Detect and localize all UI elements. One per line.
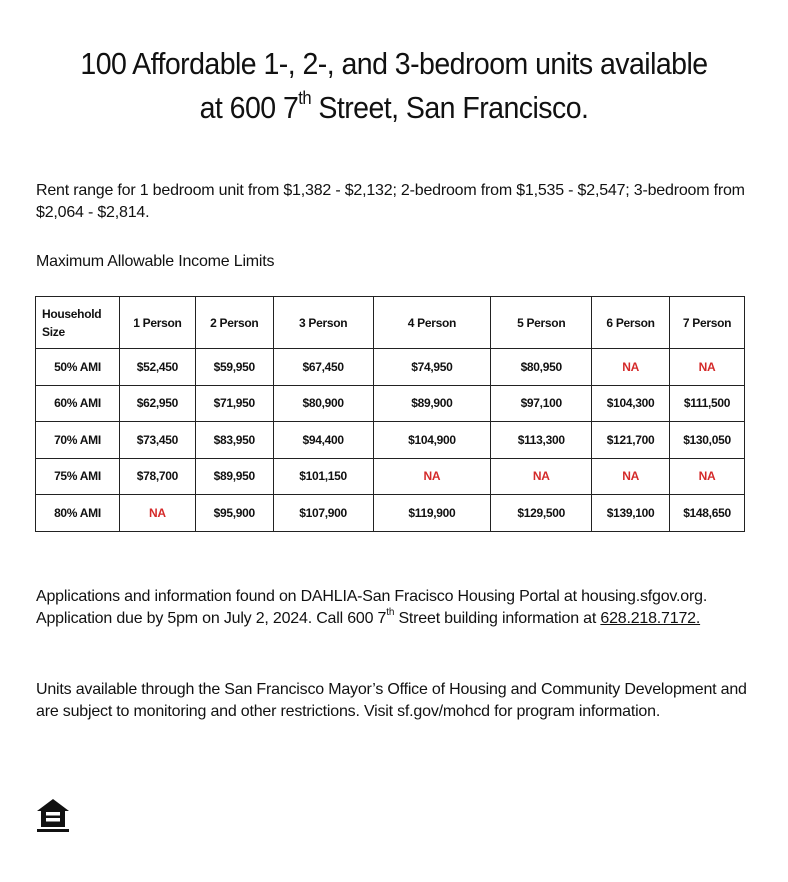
table-cell: $73,450 [119,422,195,459]
table-cell: $129,500 [491,495,592,532]
table-cell: $130,050 [670,422,745,459]
table-row [36,495,745,532]
table-cell: $80,950 [491,349,592,386]
column-header: 2 Person [195,297,273,349]
table-cell: $113,300 [491,422,592,459]
table-cell: $59,950 [195,349,273,386]
household-size-header: Household Size [36,297,120,349]
program-info-text: Units available through the San Francisco Mayor’s Office of Housing and Community Development and are subject to monitoring and other restrictions. Visit sf.gov/mohcd for program information. [36,681,747,720]
page-title [32,42,757,130]
table-cell: $104,300 [592,385,670,422]
table-cell: $97,100 [491,385,592,422]
table-cell: $104,900 [373,422,491,459]
table-cell: $78,700 [119,458,195,495]
title-line-1: 100 Affordable 1-, 2-, and 3-bedroom units available [80,46,708,81]
table-cell: $89,950 [195,458,273,495]
table-cell: $119,900 [373,495,491,532]
column-header: 5 Person [491,297,592,349]
table-cell: $94,400 [273,422,373,459]
table-cell: $148,650 [670,495,745,532]
table-cell: $95,900 [195,495,273,532]
table-header-row [36,297,745,349]
column-header: 1 Person [119,297,195,349]
table-cell: $74,950 [373,349,491,386]
table-cell: NA [670,349,745,386]
table-cell: NA [373,458,491,495]
table-cell: NA [592,458,670,495]
row-label: 50% AMI [36,349,120,386]
title-line-2: at 600 7th Street, San Francisco. [199,87,589,125]
table-cell: $62,950 [119,385,195,422]
table-cell: NA [670,458,745,495]
column-header: 3 Person [273,297,373,349]
table-cell: NA [592,349,670,386]
table-cell: $67,450 [273,349,373,386]
row-label: 60% AMI [36,385,120,422]
application-info-text: Applications and information found on DAHLIA-San Fracisco Housing Portal at housing.sfgov.org. Application due by 5pm on July 2, 2024. Call 600 7th Street building information at 628.218.7172. [36,588,708,627]
table-cell: $80,900 [273,385,373,422]
table-cell: NA [119,495,195,532]
table-cell: $83,950 [195,422,273,459]
row-label: 80% AMI [36,495,120,532]
table-cell: $107,900 [273,495,373,532]
income-limits-heading: Maximum Allowable Income Limits [36,253,275,270]
table-cell: $121,700 [592,422,670,459]
table-row [36,385,745,422]
table-cell: $139,100 [592,495,670,532]
table-cell: $89,900 [373,385,491,422]
row-label: 70% AMI [36,422,120,459]
phone-link[interactable]: 628.218.7172. [600,610,701,627]
table-cell: $101,150 [273,458,373,495]
column-header: 4 Person [373,297,491,349]
table-cell: NA [491,458,592,495]
table-cell: $71,950 [195,385,273,422]
column-header: 7 Person [670,297,745,349]
column-header: 6 Person [592,297,670,349]
table-row [36,422,745,459]
table-cell: $111,500 [670,385,745,422]
rent-range-text: Rent range for 1 bedroom unit from $1,382 - $2,132; 2-bedroom from $1,535 - $2,547; 3-bedroom from $2,064 - $2,814. [36,182,745,221]
table-row [36,458,745,495]
income-limits-table [35,296,745,532]
row-label: 75% AMI [36,458,120,495]
table-row [36,349,745,386]
equal-housing-opportunity-icon [36,797,70,833]
table-cell: $52,450 [119,349,195,386]
